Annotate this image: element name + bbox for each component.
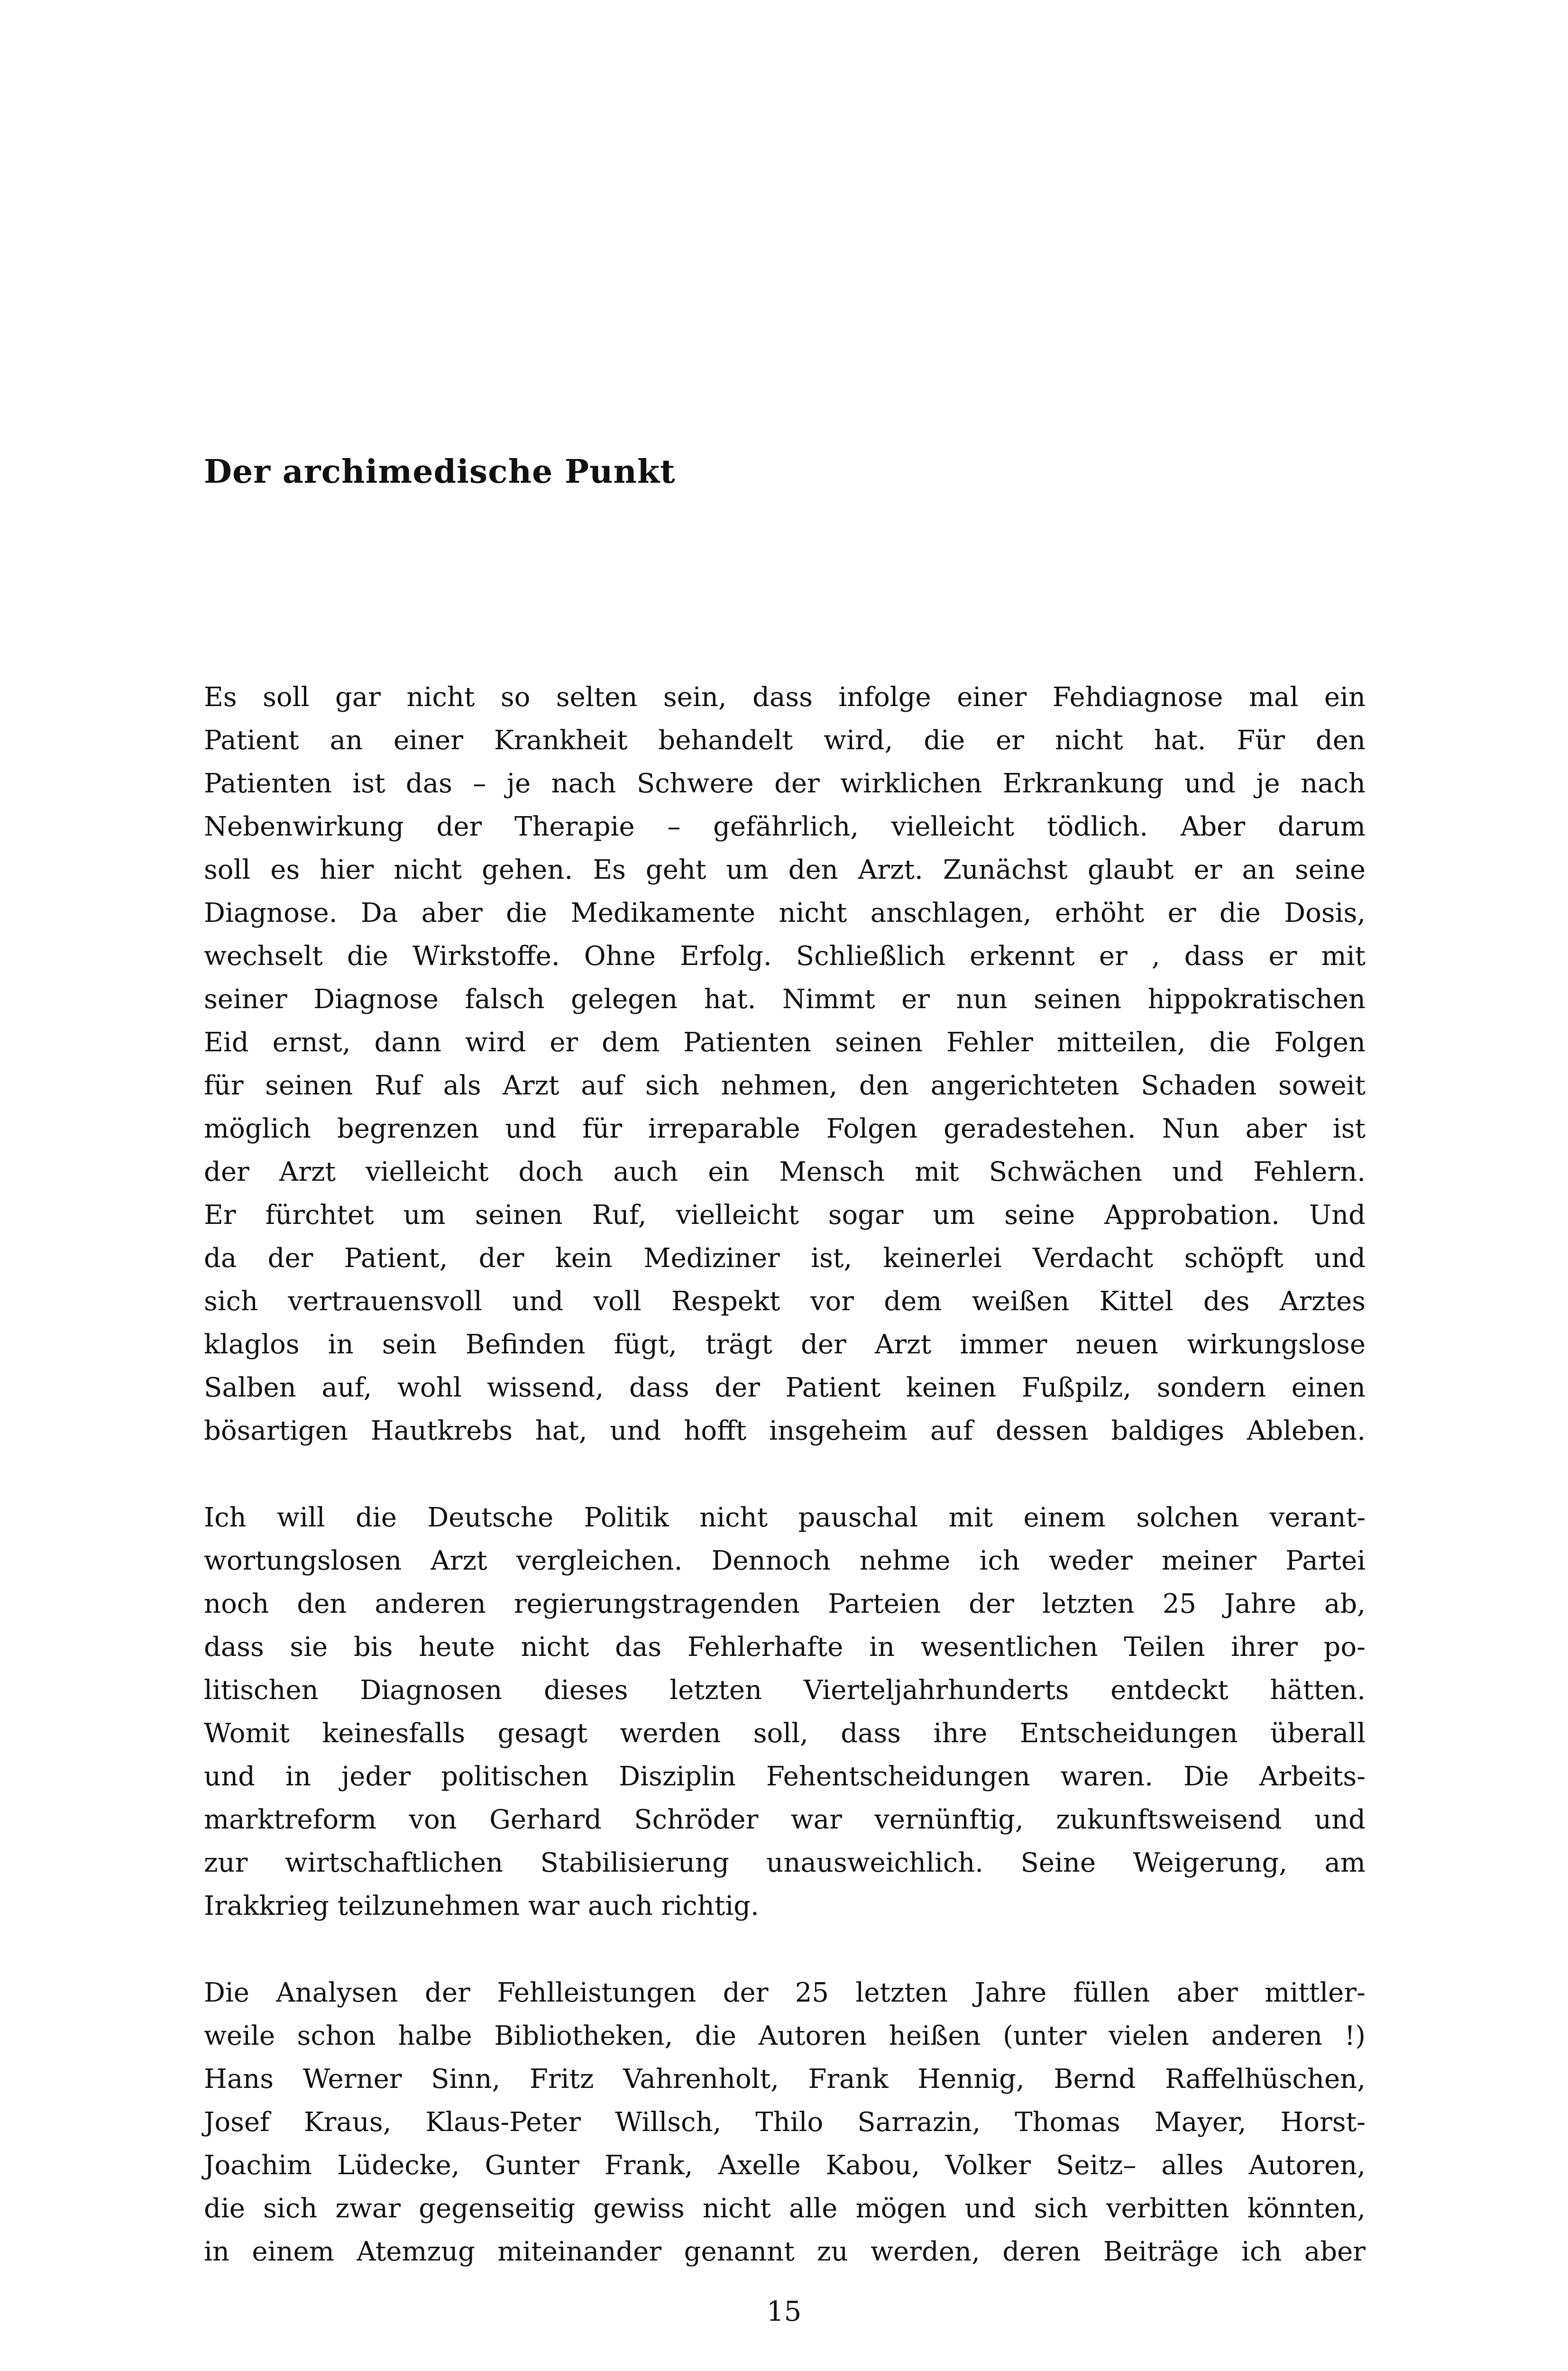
text-line: litischen Diagnosen dieses letzten Vierteljahrhunderts entdeckt hätten. <box>204 1675 1366 1706</box>
text-line: noch den anderen regierungstragenden Parteien der letzten 25 Jahre ab, <box>204 1589 1366 1619</box>
text-line: bösartigen Hautkrebs hat, und hofft insgeheim auf dessen baldiges Ableben. <box>204 1415 1366 1446</box>
text-line: Es soll gar nicht so selten sein, dass infolge einer Fehdiagnose mal ein <box>204 682 1366 713</box>
chapter-title: Der archimedische Punkt <box>204 453 676 491</box>
text-line: die sich zwar gegenseitig gewiss nicht alle mögen und sich verbitten könnten, <box>204 2193 1366 2224</box>
text-line: sich vertrauensvoll und voll Respekt vor dem weißen Kittel des Arztes <box>204 1286 1366 1317</box>
text-line: dass sie bis heute nicht das Fehlerhafte in wesentlichen Teilen ihrer po- <box>204 1632 1366 1663</box>
text-line: soll es hier nicht gehen. Es geht um den Arzt. Zunächst glaubt er an seine <box>204 855 1366 885</box>
text-line: wechselt die Wirkstoffe. Ohne Erfolg. Schließlich erkennt er , dass er mit <box>204 941 1366 972</box>
text-line: Salben auf, wohl wissend, dass der Patient keinen Fußpilz, sondern einen <box>204 1372 1366 1403</box>
text-line: für seinen Ruf als Arzt auf sich nehmen, den angerichteten Schaden soweit <box>204 1070 1366 1101</box>
text-line: da der Patient, der kein Mediziner ist, keinerlei Verdacht schöpft und <box>204 1243 1366 1274</box>
text-line: weile schon halbe Bibliotheken, die Autoren heißen (unter vielen anderen !) <box>204 2021 1366 2051</box>
body-text <box>204 676 1366 2317</box>
text-line: klaglos in sein Befinden fügt, trägt der Arzt immer neuen wirkungslose <box>204 1329 1366 1360</box>
text-line: Patient an einer Krankheit behandelt wird, die er nicht hat. Für den <box>204 725 1366 756</box>
text-line: und in jeder politischen Disziplin Fehentscheidungen waren. Die Arbeits- <box>204 1761 1366 1792</box>
text-line: Die Analysen der Fehlleistungen der 25 letzten Jahre füllen aber mittler- <box>204 1977 1366 2008</box>
text-line: Joachim Lüdecke, Gunter Frank, Axelle Kabou, Volker Seitz– alles Autoren, <box>204 2150 1366 2181</box>
text-line: Ich will die Deutsche Politik nicht pauschal mit einem solchen verant- <box>204 1502 1366 1533</box>
text-line: Josef Kraus, Klaus-Peter Willsch, Thilo Sarrazin, Thomas Mayer, Horst- <box>204 2107 1366 2138</box>
text-line: in einem Atemzug miteinander genannt zu werden, deren Beiträge ich aber <box>204 2236 1366 2267</box>
text-line: marktreform von Gerhard Schröder war vernünftig, zukunftsweisend und <box>204 1804 1366 1835</box>
text-line: seiner Diagnose falsch gelegen hat. Nimmt er nun seinen hippokratischen <box>204 984 1366 1015</box>
text-line: wortungslosen Arzt vergleichen. Dennoch nehme ich weder meiner Partei <box>204 1545 1366 1576</box>
text-line: zur wirtschaftlichen Stabilisierung unausweichlich. Seine Weigerung, am <box>204 1847 1366 1878</box>
text-line: Patienten ist das – je nach Schwere der wirklichen Erkrankung und je nach <box>204 768 1366 799</box>
paragraph-2 <box>204 1496 1366 1928</box>
text-line: Eid ernst, dann wird er dem Patienten seinen Fehler mitteilen, die Folgen <box>204 1027 1366 1058</box>
text-line: Nebenwirkung der Therapie – gefährlich, vielleicht tödlich. Aber darum <box>204 811 1366 842</box>
text-line: Womit keinesfalls gesagt werden soll, dass ihre Entscheidungen überall <box>204 1718 1366 1749</box>
text-line: der Arzt vielleicht doch auch ein Mensch mit Schwächen und Fehlern. <box>204 1157 1366 1187</box>
paragraph-1 <box>204 676 1366 1452</box>
text-line: möglich begrenzen und für irreparable Folgen geradestehen. Nun aber ist <box>204 1113 1366 1144</box>
text-line: Irakkrieg teilzunehmen war auch richtig. <box>204 1891 759 1921</box>
text-line: Diagnose. Da aber die Medikamente nicht anschlagen, erhöht er die Dosis, <box>204 898 1366 928</box>
text-line: Er fürchtet um seinen Ruf, vielleicht sogar um seine Approbation. Und <box>204 1200 1366 1231</box>
page-number: 15 <box>766 2295 802 2327</box>
text-line: Hans Werner Sinn, Fritz Vahrenholt, Frank Hennig, Bernd Raffelhüschen, <box>204 2064 1366 2095</box>
paragraph-3 <box>204 1971 1366 2273</box>
